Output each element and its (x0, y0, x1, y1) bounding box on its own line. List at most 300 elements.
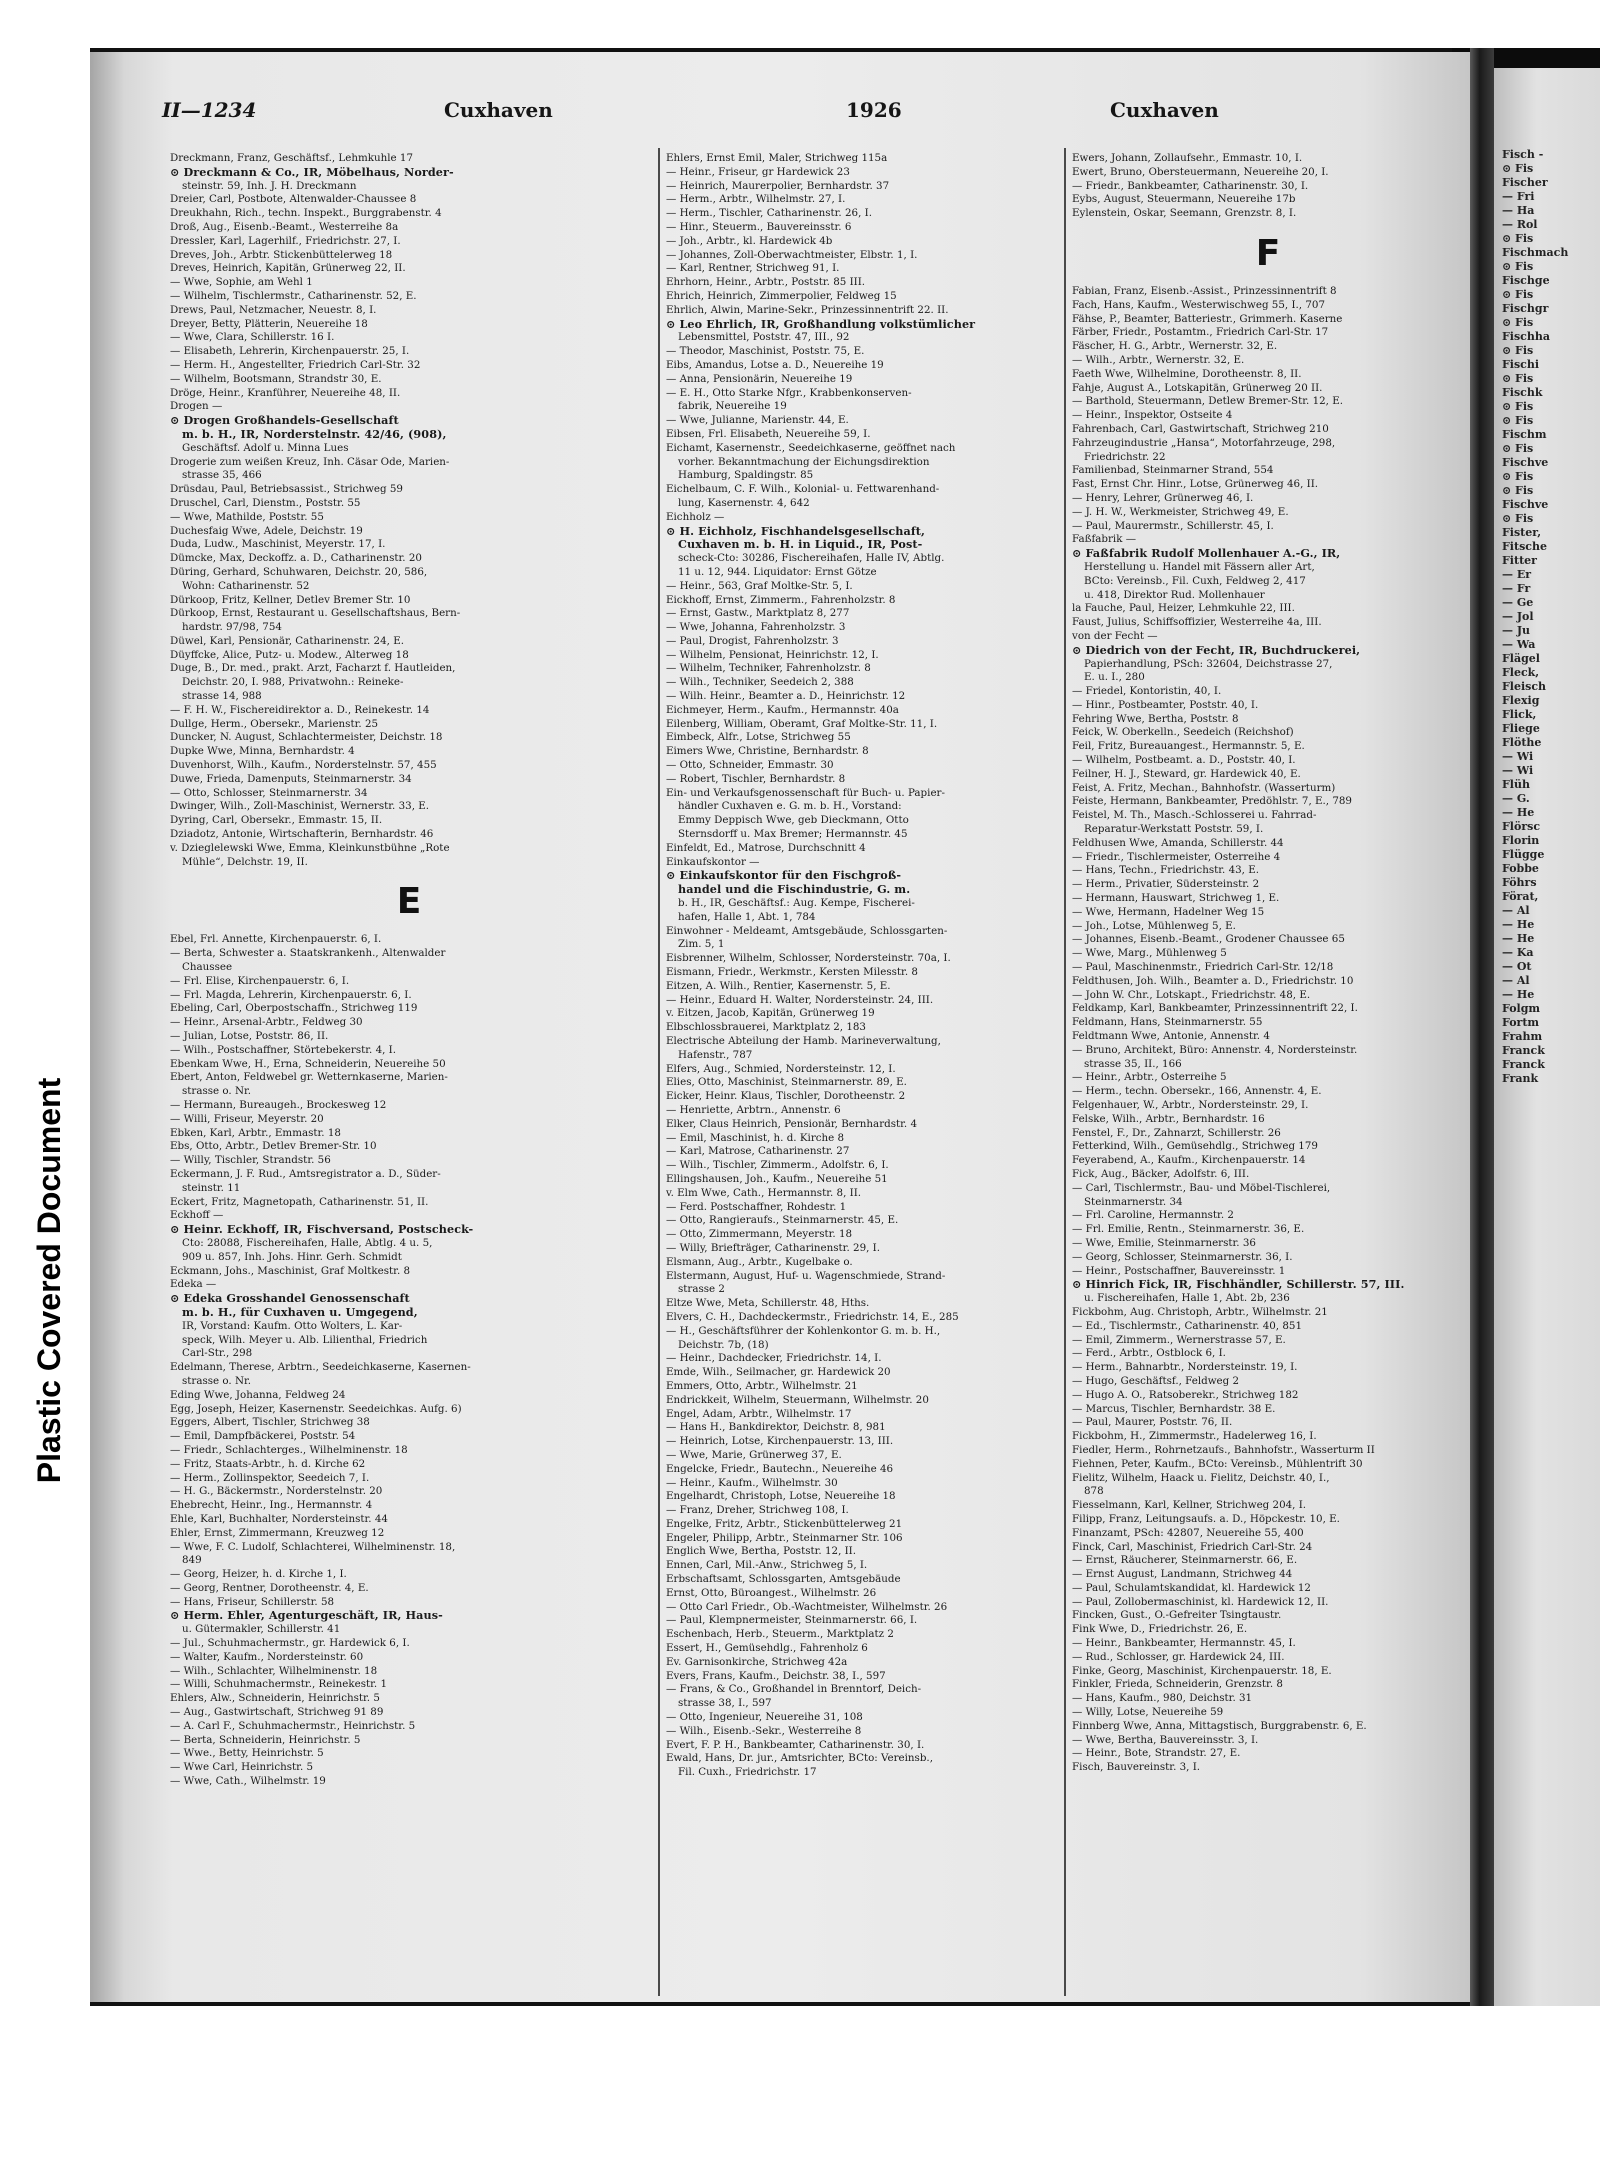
directory-entry: Elstermann, August, Huf- u. Wagenschmiede, Strand- (666, 1269, 946, 1282)
adjacent-page-fragment: Flörsc (1502, 820, 1541, 833)
directory-entry: 909 u. 857, Inh. Johs. Hinr. Gerh. Schmidt (182, 1250, 402, 1263)
directory-entry: Einwohner - Meldeamt, Amtsgebäude, Schlossgarten- (666, 924, 948, 937)
directory-entry: — Wwe, Marie, Grünerweg 37, E. (666, 1448, 842, 1461)
adjacent-page-fragment: Fischgr (1502, 302, 1549, 315)
directory-entry: Eckermann, J. F. Rud., Amtsregistrator a. D., Süder- (170, 1167, 441, 1180)
directory-entry: — Frl. Elise, Kirchenpauerstr. 6, I. (170, 974, 350, 987)
adjacent-page-fragment: Fliege (1502, 722, 1540, 735)
directory-entry-advert: ⊙ Herm. Ehler, Agenturgeschäft, IR, Haus- (170, 1609, 443, 1623)
directory-entry: Dreier, Carl, Postbote, Altenwalder-Chaussee 8 (170, 193, 417, 206)
directory-entry: Duchesfaig Wwe, Adele, Deichstr. 19 (170, 524, 363, 537)
directory-entry: — Heinr., Arbtr., Osterreihe 5 (1072, 1071, 1227, 1084)
directory-entry: Ebel, Frl. Annette, Kirchenpauerstr. 6, I. (170, 933, 382, 946)
directory-entry: Finnberg Wwe, Anna, Mittagstisch, Burggrabenstr. 6, E. (1072, 1719, 1367, 1732)
directory-entry: Dürkoop, Fritz, Kellner, Detlev Bremer Str. 10 (170, 593, 411, 606)
directory-entry: — Heinrich, Lotse, Kirchenpauerstr. 13, III. (666, 1435, 894, 1448)
directory-entry: — Walter, Kaufm., Nordersteinstr. 60 (170, 1650, 364, 1663)
directory-entry: Deichstr. 20, I. 988, Privatwohn.: Reineke- (182, 676, 404, 689)
directory-entry: u. Gütermakler, Schillerstr. 41 (182, 1623, 341, 1636)
adjacent-page-fragment: ⊙ Fis (1502, 162, 1534, 175)
directory-entry: — Karl, Matrose, Catharinenstr. 27 (666, 1145, 850, 1158)
directory-entry: Steinmarnerstr. 34 (1084, 1195, 1183, 1208)
directory-entry: Hamburg, Spaldingstr. 85 (678, 469, 814, 482)
directory-entry: b. H., IR, Geschäftsf.: Aug. Kempe, Fischerei- (678, 897, 915, 910)
directory-entry: — Heinr., Eduard H. Walter, Nordersteinstr. 24, III. (666, 993, 934, 1006)
adjacent-page-fragment: Fischk (1502, 386, 1543, 399)
directory-entry: — Wilh. Heinr., Beamter a. D., Heinrichstr. 12 (666, 690, 906, 703)
directory-entry: Feilner, H. J., Steward, gr. Hardewick 40, E. (1072, 767, 1301, 780)
directory-entry: — Heinrich, Maurerpolier, Bernhardstr. 37 (666, 179, 890, 192)
directory-entry-advert: m. b. H., für Cuxhaven u. Umgegend, (182, 1305, 418, 1319)
directory-entry: Duwe, Frieda, Damenputs, Steinmarnerstr. 34 (170, 772, 412, 785)
directory-entry: — Friedel, Kontoristin, 40, I. (1072, 685, 1222, 698)
adjacent-page-fragment: ⊙ Fis (1502, 372, 1534, 385)
adjacent-page-fragment: — He (1502, 988, 1535, 1001)
adjacent-page-fragment: ⊙ Fis (1502, 414, 1534, 427)
adjacent-page-fragment: ⊙ Fis (1502, 442, 1534, 455)
adjacent-page-fragment: — He (1502, 806, 1535, 819)
directory-entry: Feldkamp, Karl, Bankbeamter, Prinzessinnentrift 22, I. (1072, 1002, 1358, 1015)
directory-entry: Engelcke, Friedr., Bautechn., Neuereihe 46 (666, 1462, 894, 1475)
column-divider (658, 148, 660, 1996)
directory-entry: — Wilh., Postschaffner, Störtebekerstr. 4, I. (170, 1043, 397, 1056)
adjacent-page-fragment: Fisch - (1502, 148, 1544, 161)
directory-entry: Ev. Garnisonkirche, Strichweg 42a (666, 1655, 848, 1668)
directory-entry: Dreves, Joh., Arbtr. Stickenbüttelerweg 18 (170, 248, 393, 261)
directory-entry: Fick, Aug., Bäcker, Adolfstr. 6, III. (1072, 1167, 1250, 1180)
adjacent-page-fragment: Flägel (1502, 652, 1540, 665)
directory-entry: Eilenberg, William, Oberamt, Graf Moltke-Str. 11, I. (666, 717, 938, 730)
directory-entry: — Bruno, Architekt, Büro: Annenstr. 4, Nordersteinstr. (1072, 1043, 1358, 1056)
directory-entry: Deichstr. 7b, (18) (678, 1338, 769, 1351)
adjacent-page-fragment: Flügge (1502, 848, 1545, 861)
directory-entry: — Ernst, Räucherer, Steinmarnerstr. 66, E. (1072, 1554, 1298, 1567)
directory-entry: — Hermann, Bureaugeh., Brockesweg 12 (170, 1099, 387, 1111)
scanned-page-image (90, 48, 1600, 2006)
directory-entry: Eckert, Fritz, Magnetopath, Catharinenstr. 51, II. (170, 1195, 429, 1208)
directory-entry: Eschenbach, Herb., Steuerm., Marktplatz 2 (666, 1628, 894, 1641)
directory-entry: — Willy, Briefträger, Catharinenstr. 29, I. (666, 1241, 881, 1254)
directory-entry: — Otto, Schlosser, Steinmarnerstr. 34 (170, 786, 368, 799)
adjacent-page-fragment: ⊙ Fis (1502, 512, 1534, 525)
directory-entry: — Herm., techn. Obersekr., 166, Annenstr. 4, E. (1072, 1085, 1322, 1098)
directory-entry: — Herm., Bahnarbtr., Nordersteinstr. 19, I. (1072, 1361, 1298, 1374)
directory-entry: Eimers Wwe, Christine, Bernhardstr. 8 (666, 745, 869, 758)
directory-entry: — Paul, Klempnermeister, Steinmarnerstr. 66, I. (666, 1614, 918, 1627)
directory-entry: Dümcke, Max, Deckoffz. a. D., Catharinenstr. 20 (170, 552, 422, 565)
directory-entry: Edelmann, Therese, Arbtrn., Seedeichkaserne, Kasernen- (170, 1361, 471, 1374)
directory-entry: — E. H., Otto Starke Nfgr., Krabbenkonserven- (666, 386, 912, 399)
directory-entry: Fehring Wwe, Bertha, Poststr. 8 (1072, 712, 1239, 725)
adjacent-page-fragment: ⊙ Fis (1502, 400, 1534, 413)
directory-entry: Ehrlich, Alwin, Marine-Sekr., Prinzessinnentrift 22. II. (666, 303, 949, 316)
directory-entry: Eickhoff, Ernst, Zimmerm., Fahrenholzstr. 8 (666, 593, 896, 606)
directory-entry: Eckmann, Johs., Maschinist, Graf Moltkestr. 8 (170, 1264, 411, 1277)
directory-entry: strasse o. Nr. (182, 1085, 252, 1098)
directory-entry: Duvenhorst, Wilh., Kaufm., Norderstelnstr. 57, 455 (170, 759, 437, 772)
directory-entry: Düring, Gerhard, Schuhwaren, Deichstr. 20, 586, (170, 565, 428, 578)
directory-entry: Eicker, Heinr. Klaus, Tischler, Dorotheenstr. 2 (666, 1090, 906, 1103)
adjacent-page-fragment: ⊙ Fis (1502, 316, 1534, 329)
directory-entry: — Aug., Gastwirtschaft, Strichweg 91 89 (170, 1706, 384, 1719)
directory-entry: Finkler, Frieda, Schneiderin, Grenzstr. 8 (1072, 1678, 1283, 1691)
adjacent-page-fragment: Frahm (1502, 1030, 1543, 1043)
directory-entry: Evers, Frans, Kaufm., Deichstr. 38, I., 597 (666, 1669, 886, 1682)
directory-entry: Fickbohm, H., Zimmermstr., Hadelerweg 16, I. (1072, 1430, 1317, 1443)
directory-entry: Ehle, Karl, Buchhalter, Nordersteinstr. 44 (170, 1512, 388, 1525)
directory-entry: Fast, Ernst Chr. Hinr., Lotse, Grünerweg 46, II. (1072, 478, 1319, 491)
directory-entry: — Wwe Carl, Heinrichstr. 5 (170, 1761, 314, 1774)
directory-entry: Faeth Wwe, Wilhelmine, Dorotheenstr. 8, II. (1072, 367, 1302, 380)
directory-entry: — Wilh., Techniker, Seedeich 2, 388 (666, 676, 854, 689)
directory-entry: Fincken, Gust., O.-Gefreiter Tsingtaustr. (1072, 1609, 1282, 1622)
directory-entry: — Herm., Zollinspektor, Seedeich 7, I. (170, 1471, 370, 1484)
adjacent-page-fragment: — Ka (1502, 946, 1534, 959)
directory-entry: — Georg, Rentner, Dorotheenstr. 4, E. (170, 1581, 369, 1594)
directory-entry: Fiedler, Herm., Rohrnetzaufs., Bahnhofstr., Wasserturm II (1072, 1443, 1375, 1456)
directory-entry: — Heinr., Arsenal-Arbtr., Feldweg 30 (170, 1016, 363, 1029)
directory-entry: — Friedr., Bankbeamter, Catharinenstr. 30, I. (1072, 179, 1309, 192)
directory-page (90, 52, 1470, 2002)
directory-entry: Feldhusen Wwe, Amanda, Schillerstr. 44 (1072, 836, 1284, 849)
directory-entry: — Wilh., Eisenb.-Sekr., Westerreihe 8 (666, 1724, 862, 1737)
directory-entry: Elfers, Aug., Schmied, Nordersteinstr. 12, I. (666, 1062, 896, 1075)
directory-entry: Dziadotz, Antonie, Wirtschafterin, Bernhardstr. 46 (170, 828, 434, 841)
directory-entry: von der Fecht — (1072, 629, 1158, 642)
directory-entry: — Emil, Maschinist, h. d. Kirche 8 (666, 1131, 845, 1144)
directory-entry: — Wwe, Clara, Schillerstr. 16 I. (170, 331, 335, 344)
directory-entry: v. Elm Wwe, Cath., Hermannstr. 8, II. (666, 1186, 862, 1199)
directory-entry: Feldthusen, Joh. Wilh., Beamter a. D., Friedrichstr. 10 (1072, 974, 1354, 987)
directory-entry: — Wilhelm, Bootsmann, Strandstr 30, E. (170, 372, 382, 385)
directory-entry: Ebert, Anton, Feldwebel gr. Wetternkaserne, Marien- (170, 1071, 448, 1084)
directory-entry: Electrische Abteilung der Hamb. Marineverwaltung, (666, 1035, 941, 1047)
directory-entry: Dreckmann, Franz, Geschäftsf., Lehmkuhle 17 (170, 152, 414, 164)
directory-entry: Dupke Wwe, Minna, Bernhardstr. 4 (170, 745, 355, 758)
adjacent-page-fragment: Fischm (1502, 428, 1547, 441)
directory-entry: — Theodor, Maschinist, Poststr. 75, E. (666, 345, 865, 358)
directory-entry: Eimbeck, Alfr., Lotse, Strichweg 55 (666, 731, 851, 744)
adjacent-page-fragment: — He (1502, 932, 1535, 945)
directory-entry-advert: m. b. H., IR, Norderstelnstr. 42/46, (908), (182, 427, 447, 441)
book-gutter (1470, 48, 1494, 2006)
directory-entry-advert: ⊙ Faßfabrik Rudolf Mollenhauer A.-G., IR, (1072, 547, 1341, 561)
adjacent-page-fragment: — Wi (1502, 750, 1534, 763)
directory-entry: — Hans, Kaufm., 980, Deichstr. 31 (1072, 1692, 1253, 1705)
directory-entry: — Paul, Zollobermaschinist, kl. Hardewick 12, II. (1072, 1595, 1329, 1608)
adjacent-page-fragment: Franck (1502, 1058, 1545, 1071)
adjacent-page-fragment: Förat, (1502, 890, 1539, 903)
directory-entry-advert: ⊙ Dreckmann & Co., IR, Möbelhaus, Norder- (170, 165, 454, 179)
directory-entry: strasse 35, 466 (182, 469, 262, 482)
adjacent-page-fragment: Fleisch (1502, 680, 1547, 693)
directory-entry: — Wwe, Johanna, Fahrenholzstr. 3 (666, 621, 846, 634)
directory-entry: — Wwe, Hermann, Hadelner Weg 15 (1072, 905, 1265, 918)
directory-column-3 (1072, 152, 1464, 1992)
adjacent-page-fragment: Flexig (1502, 694, 1540, 707)
directory-column-2 (666, 152, 1054, 1992)
directory-entry-advert: ⊙ H. Eichholz, Fischhandelsgesellschaft, (666, 524, 926, 538)
directory-entry-advert: ⊙ Leo Ehrlich, IR, Großhandlung volkstümlicher (666, 317, 976, 331)
directory-column-1 (170, 152, 648, 1992)
directory-entry: Ebken, Karl, Arbtr., Emmastr. 18 (170, 1126, 341, 1139)
directory-entry: la Fauche, Paul, Heizer, Lehmkuhle 22, III. (1072, 602, 1295, 615)
directory-entry: — Wwe, Marg., Mühlenweg 5 (1072, 947, 1227, 960)
directory-entry: Duncker, N. August, Schlachtermeister, Deichstr. 18 (170, 731, 443, 744)
directory-entry: Ewers, Johann, Zollaufsehr., Emmastr. 10, I. (1072, 152, 1303, 164)
directory-entry: Edeka — (170, 1278, 217, 1291)
section-letter: E (396, 881, 422, 923)
directory-entry: Eichmeyer, Herm., Kaufm., Hermannstr. 40a (666, 703, 899, 716)
directory-entry: Herstellung u. Handel mit Fässern aller Art, (1084, 560, 1315, 573)
directory-entry: Eggers, Albert, Tischler, Strichweg 38 (170, 1416, 370, 1429)
adjacent-page-fragment: — G. (1502, 792, 1530, 805)
directory-entry: Eibsen, Frl. Elisabeth, Neuereihe 59, I. (666, 427, 871, 440)
directory-entry: Eichamt, Kasernenstr., Seedeichkaserne, geöffnet nach (666, 441, 956, 454)
directory-entry: Fenstel, F., Dr., Zahnarzt, Schillerstr. 26 (1072, 1126, 1281, 1139)
adjacent-page-fragment: Flick, (1502, 708, 1537, 721)
directory-entry: — Frans, & Co., Großhandel in Brenntorf, Deich- (666, 1683, 922, 1696)
adjacent-page-fragment: ⊙ Fis (1502, 260, 1534, 273)
directory-entry: Egg, Joseph, Heizer, Kasernenstr. Seedeichkas. Aufg. 6) (170, 1402, 462, 1415)
directory-entry: — Hermann, Hauswart, Strichweg 1, E. (1072, 892, 1280, 905)
directory-entry: — Willi, Friseur, Meyerstr. 20 (170, 1112, 324, 1125)
directory-entry: — Paul, Schulamtskandidat, kl. Hardewick 12 (1072, 1581, 1311, 1594)
directory-entry-advert: ⊙ Edeka Grosshandel Genossenschaft (170, 1292, 410, 1306)
directory-entry-advert: ⊙ Einkaufskontor für den Fischgroß- (666, 869, 902, 883)
directory-entry: Endrickkeit, Wilhelm, Steuermann, Wilhelmstr. 20 (666, 1393, 929, 1406)
directory-entry: — Heinr., Bote, Strandstr. 27, E. (1072, 1747, 1241, 1760)
directory-entry: Fach, Hans, Kaufm., Westerwischweg 55, I., 707 (1072, 298, 1325, 311)
directory-entry: 849 (182, 1554, 202, 1567)
directory-entry: Elvers, C. H., Dachdeckermstr., Friedrichstr. 14, E., 285 (666, 1310, 959, 1323)
directory-entry: — Hinr., Postbeamter, Poststr. 40, I. (1072, 698, 1259, 711)
directory-entry: Engeler, Philipp, Arbtr., Steinmarner Str. 106 (666, 1531, 903, 1544)
directory-entry: Familienbad, Steinmarner Strand, 554 (1072, 464, 1274, 477)
directory-entry: — Georg, Schlosser, Steinmarnerstr. 36, I. (1072, 1250, 1293, 1263)
directory-entry: Evert, F. P. H., Bankbeamter, Catharinenstr. 30, I. (666, 1738, 925, 1751)
directory-entry: Dwinger, Wilh., Zoll-Maschinist, Wernerstr. 33, E. (170, 800, 430, 813)
directory-entry: Faust, Julius, Schiffsoffizier, Westerreihe 4a, III. (1072, 616, 1322, 629)
directory-entry: Finck, Carl, Maschinist, Friedrich Carl-Str. 24 (1072, 1540, 1313, 1553)
directory-entry: — Ed., Tischlermstr., Catharinenstr. 40, 851 (1072, 1319, 1303, 1332)
directory-entry-advert: ⊙ Hinrich Fick, IR, Fischhändler, Schillerstr. 57, III. (1072, 1278, 1405, 1292)
directory-entry: — Robert, Tischler, Bernhardstr. 8 (666, 772, 846, 785)
directory-entry: — F. H. W., Fischereidirektor a. D., Reinekestr. 14 (170, 703, 430, 716)
adjacent-page-fragment: Fitsche (1502, 540, 1547, 553)
directory-entry-advert: ⊙ Heinr. Eckhoff, IR, Fischversand, Postscheck- (170, 1223, 474, 1237)
directory-entry: — Wilhelm, Pensionat, Heinrichstr. 12, I. (666, 648, 879, 661)
directory-entry: — Hugo A. O., Ratsoberekr., Strichweg 182 (1072, 1388, 1299, 1401)
directory-entry: Erbschaftsamt, Schlossgarten, Amtsgebäude (666, 1573, 901, 1586)
directory-entry: Eckhoff — (170, 1209, 224, 1222)
directory-entry: Eismann, Friedr., Werkmstr., Kersten Milesstr. 8 (666, 966, 918, 979)
directory-entry: Fahje, August A., Lotskapitän, Grünerweg 20 II. (1072, 381, 1323, 394)
directory-entry: Fetterkind, Wilh., Gemüsehdlg., Strichweg 179 (1072, 1140, 1318, 1153)
adjacent-page-fragment: — Jol (1502, 610, 1534, 623)
directory-entry: 11 u. 12, 944. Liquidator: Ernst Götze (678, 565, 877, 578)
directory-entry: Dreves, Heinrich, Kapitän, Grünerweg 22, II. (170, 262, 406, 275)
directory-entry: händler Cuxhaven e. G. m. b. H., Vorstand: (678, 800, 902, 813)
directory-entry: — Ernst August, Landmann, Strichweg 44 (1072, 1568, 1293, 1581)
directory-entry: Ernst, Otto, Büroangest., Wilhelmstr. 26 (666, 1586, 877, 1599)
directory-entry: scheck-Cto: 30286, Fischereihafen, Halle IV, Abtlg. (678, 552, 945, 565)
directory-entry: Dürkoop, Ernst, Restaurant u. Gesellschaftshaus, Bern- (170, 607, 461, 620)
directory-entry: Mühle“, Delchstr. 19, II. (182, 855, 308, 868)
directory-entry: Englich Wwe, Bertha, Poststr. 12, II. (666, 1545, 857, 1558)
adjacent-page-fragment: Florin (1502, 834, 1540, 847)
directory-entry: Duge, B., Dr. med., prakt. Arzt, Facharzt f. Hautleiden, (170, 662, 456, 675)
directory-entry: — Wwe, Mathilde, Poststr. 55 (170, 510, 324, 523)
directory-entry: — Heinr., Dachdecker, Friedrichstr. 14, I. (666, 1352, 882, 1365)
directory-entry: strasse o. Nr. (182, 1374, 252, 1387)
directory-entry: — Otto, Schneider, Emmastr. 30 (666, 759, 834, 772)
directory-entry: Feick, W. Oberkelln., Seedeich (Reichshof) (1072, 726, 1294, 739)
directory-entry: — Berta, Schneiderin, Heinrichstr. 5 (170, 1733, 361, 1746)
directory-entry: — J. H. W., Werkmeister, Strichweg 49, E. (1072, 505, 1289, 518)
directory-entry: — Hinr., Steuerm., Bauvereinsstr. 6 (666, 220, 852, 233)
directory-entry: Geschäftsf. Adolf u. Minna Lues (182, 441, 349, 454)
directory-entry: Papierhandlung, PSch: 32604, Deichstrasse 27, (1084, 657, 1333, 670)
directory-entry: Ehrich, Heinrich, Zimmerpolier, Feldweg 15 (666, 289, 897, 302)
directory-entry: Finke, Georg, Maschinist, Kirchenpauerstr. 18, E. (1072, 1664, 1332, 1677)
directory-entry: Carl-Str., 298 (182, 1347, 253, 1360)
adjacent-page-fragment: Fischve (1502, 456, 1549, 469)
directory-entry: Düyffcke, Alice, Putz- u. Modew., Alterweg 18 (170, 648, 409, 661)
directory-entry: Hafenstr., 787 (678, 1048, 753, 1061)
adjacent-page-fragment: — Wi (1502, 764, 1534, 777)
adjacent-page-fragment: — Fr (1502, 582, 1531, 595)
directory-entry: — Wilhelm, Tischlermstr., Catharinenstr. 52, E. (170, 289, 417, 302)
directory-entry: Feiste, Hermann, Bankbeamter, Predöhlstr. 7, E., 789 (1072, 795, 1352, 808)
directory-entry-advert: handel und die Fischindustrie, G. m. (678, 883, 911, 897)
directory-entry: strasse 35, II., 166 (1084, 1057, 1182, 1070)
column-divider (1064, 148, 1066, 1996)
directory-entry: Eybs, August, Steuermann, Neuereihe 17b (1072, 193, 1296, 206)
adjacent-page-fragment: Flöthe (1502, 736, 1542, 749)
directory-entry: Filipp, Franz, Leitungsaufs. a. D., Höpckestr. 10, E. (1072, 1512, 1340, 1525)
directory-entry: — Otto, Zimmermann, Meyerstr. 18 (666, 1228, 853, 1241)
directory-entry: Dressler, Karl, Lagerhilf., Friedrichstr. 27, I. (170, 234, 401, 247)
header-year: 1926 (846, 98, 902, 122)
directory-entry: Ebeling, Carl, Oberpostschaffn., Strichweg 119 (170, 1002, 418, 1015)
directory-entry: — Henry, Lehrer, Grünerweg 46, I. (1072, 491, 1254, 504)
directory-entry: Eylenstein, Oskar, Seemann, Grenzstr. 8, I. (1072, 207, 1297, 220)
directory-entry: — Henriette, Arbtrn., Annenstr. 6 (666, 1103, 841, 1116)
directory-entry: — Berta, Schwester a. Staatskrankenh., Altenwalder (170, 947, 446, 960)
directory-entry: Ewert, Bruno, Obersteuermann, Neuereihe 20, I. (1072, 165, 1329, 178)
directory-entry: — Heinr., Friseur, gr Hardewick 23 (666, 165, 850, 178)
adjacent-page-fragment: — Ju (1502, 624, 1531, 637)
directory-entry: fabrik, Neuereihe 19 (678, 400, 787, 413)
adjacent-page-fragment: Fischge (1502, 274, 1550, 287)
directory-entry: — Frl. Magda, Lehrerin, Kirchenpauerstr. 6, I. (170, 988, 412, 1001)
directory-entry: Fink Wwe, D., Friedrichstr. 26, E. (1072, 1623, 1248, 1636)
directory-entry: Einfeldt, Ed., Matrose, Durchschnitt 4 (666, 841, 866, 854)
adjacent-page-fragment: Fister, (1502, 526, 1542, 539)
adjacent-page-fragment: Frank (1502, 1072, 1539, 1085)
directory-entry: — Frl. Emilie, Rentn., Steinmarnerstr. 36, E. (1072, 1223, 1305, 1236)
directory-entry: Fiehnen, Peter, Kaufm., BCto: Vereinsb., Mühlentrift 30 (1072, 1457, 1363, 1470)
directory-entry: Cto: 28088, Fischereihafen, Halle, Abtlg. 4 u. 5, (182, 1236, 433, 1249)
directory-entry: — Johannes, Zoll-Oberwachtmeister, Elbstr. 1, I. (666, 248, 918, 261)
directory-entry: vorher. Bekanntmachung der Eichungsdirektion (678, 455, 930, 468)
directory-entry: Ehler, Ernst, Zimmermann, Kreuzweg 12 (170, 1526, 385, 1539)
directory-entry: hardstr. 97/98, 754 (182, 621, 282, 634)
directory-entry: Drogerie zum weißen Kreuz, Inh. Cäsar Ode, Marien- (170, 455, 450, 468)
directory-entry: Fisch, Bauvereinstr. 3, I. (1072, 1761, 1201, 1774)
directory-entry: Elsmann, Aug., Arbtr., Kugelbake o. (666, 1255, 853, 1268)
directory-entry: — Herm., Tischler, Catharinenstr. 26, I. (666, 207, 872, 220)
adjacent-page-fragment: Fleck, (1502, 666, 1540, 679)
directory-entry: Emmers, Otto, Arbtr., Wilhelmstr. 21 (666, 1379, 858, 1392)
adjacent-page-fragment: Folgm (1502, 1002, 1541, 1015)
directory-entry: Eibs, Amandus, Lotse a. D., Neuereihe 19 (666, 358, 884, 371)
adjacent-page-fragment: — Rol (1502, 218, 1538, 231)
directory-entry: — Wwe, Julianne, Marienstr. 44, E. (666, 414, 849, 427)
directory-entry: — Wilh., Arbtr., Wernerstr. 32, E. (1072, 353, 1245, 366)
directory-entry: — Wwe, Emilie, Steinmarnerstr. 36 (1072, 1236, 1256, 1249)
directory-entry: steinstr. 11 (182, 1181, 241, 1194)
directory-entry: — Hugo, Geschäftsf., Feldweg 2 (1072, 1374, 1240, 1387)
directory-entry: Finanzamt, PSch: 42807, Neuereihe 55, 400 (1072, 1526, 1304, 1539)
directory-entry: — Willi, Schuhmachermstr., Reinekestr. 1 (170, 1678, 388, 1691)
directory-entry: — Ernst, Gastw., Marktplatz 8, 277 (666, 607, 850, 620)
directory-entry: — Jul., Schuhmachermstr., gr. Hardewick 6, I. (170, 1637, 410, 1650)
adjacent-page-fragment: ⊙ Fis (1502, 484, 1534, 497)
directory-entry: strasse 2 (678, 1283, 725, 1296)
directory-entry: Feldtmann Wwe, Antonie, Annenstr. 4 (1072, 1030, 1270, 1043)
directory-entry: strasse 14, 988 (182, 690, 262, 703)
directory-entry: lung, Kasernenstr. 4, 642 (678, 496, 810, 509)
directory-entry: Engelhardt, Christoph, Lotse, Neuereihe 18 (666, 1490, 896, 1503)
directory-entry: Fähse, P., Beamter, Batteriestr., Grimmerh. Kaserne (1072, 312, 1343, 325)
directory-entry: Ebs, Otto, Arbtr., Detlev Bremer-Str. 10 (170, 1140, 377, 1153)
directory-entry: Feil, Fritz, Bureauangest., Hermannstr. 5, E. (1072, 740, 1305, 753)
directory-entry: Lebensmittel, Poststr. 47, III., 92 (678, 331, 850, 344)
directory-entry: Chaussee (182, 961, 233, 974)
adjacent-page-fragment: ⊙ Fis (1502, 232, 1534, 245)
directory-entry: Druschel, Carl, Dienstm., Poststr. 55 (170, 496, 361, 509)
adjacent-page-fragment: — Ge (1502, 596, 1534, 609)
directory-entry: Essert, H., Gemüsehdlg., Fahrenholz 6 (666, 1642, 868, 1655)
directory-entry: Engel, Adam, Arbtr., Wilhelmstr. 17 (666, 1407, 852, 1420)
directory-entry: — Heinr., Postschaffner, Bauvereinsstr. 1 (1072, 1264, 1286, 1277)
adjacent-page-edge (1494, 68, 1600, 2006)
directory-entry: — H., Geschäftsführer der Kohlenkontor G. m. b. H., (666, 1324, 941, 1337)
directory-entry: Eding Wwe, Johanna, Feldweg 24 (170, 1388, 346, 1401)
section-letter: F (1255, 232, 1281, 274)
directory-entry: — Herm., Arbtr., Wilhelmstr. 27, I. (666, 193, 846, 206)
directory-entry: v. Dzieglelewski Wwe, Emma, Kleinkunstbühne „Rote (170, 841, 450, 854)
adjacent-page-fragment: ⊙ Fis (1502, 288, 1534, 301)
directory-entry: — Karl, Rentner, Strichweg 91, I. (666, 262, 840, 275)
directory-entry: Ehrhorn, Heinr., Arbtr., Poststr. 85 III. (666, 276, 866, 289)
directory-entry: Zim. 5, 1 (678, 938, 725, 951)
directory-entry: — Wwe, Bertha, Bauvereinsstr. 3, I. (1072, 1733, 1259, 1746)
directory-entry: — Heinr., 563, Graf Moltke-Str. 5, I. (666, 579, 853, 592)
directory-entry: Sternsdorff u. Max Bremer; Hermannstr. 45 (678, 828, 908, 841)
directory-entry: — Paul, Maschinenmstr., Friedrich Carl-Str. 12/18 (1072, 961, 1334, 974)
directory-entry: — Hans, Friseur, Schillerstr. 58 (170, 1595, 335, 1608)
directory-entry: Felske, Wilh., Arbtr., Bernhardstr. 16 (1072, 1112, 1265, 1125)
directory-entry: Fickbohm, Aug. Christoph, Arbtr., Wilhelmstr. 21 (1072, 1305, 1328, 1318)
directory-entry: Ennen, Carl, Mil.-Anw., Strichweg 5, I. (666, 1559, 868, 1572)
directory-entry: — Carl, Tischlermstr., Bau- und Möbel-Tischlerei, (1072, 1181, 1331, 1194)
directory-entry: Emmy Deppisch Wwe, geb Dieckmann, Otto (678, 814, 909, 827)
directory-entry: — Hans, Techn., Friedrichstr. 43, E. (1072, 864, 1260, 877)
page-number: II—1234 (162, 98, 257, 122)
